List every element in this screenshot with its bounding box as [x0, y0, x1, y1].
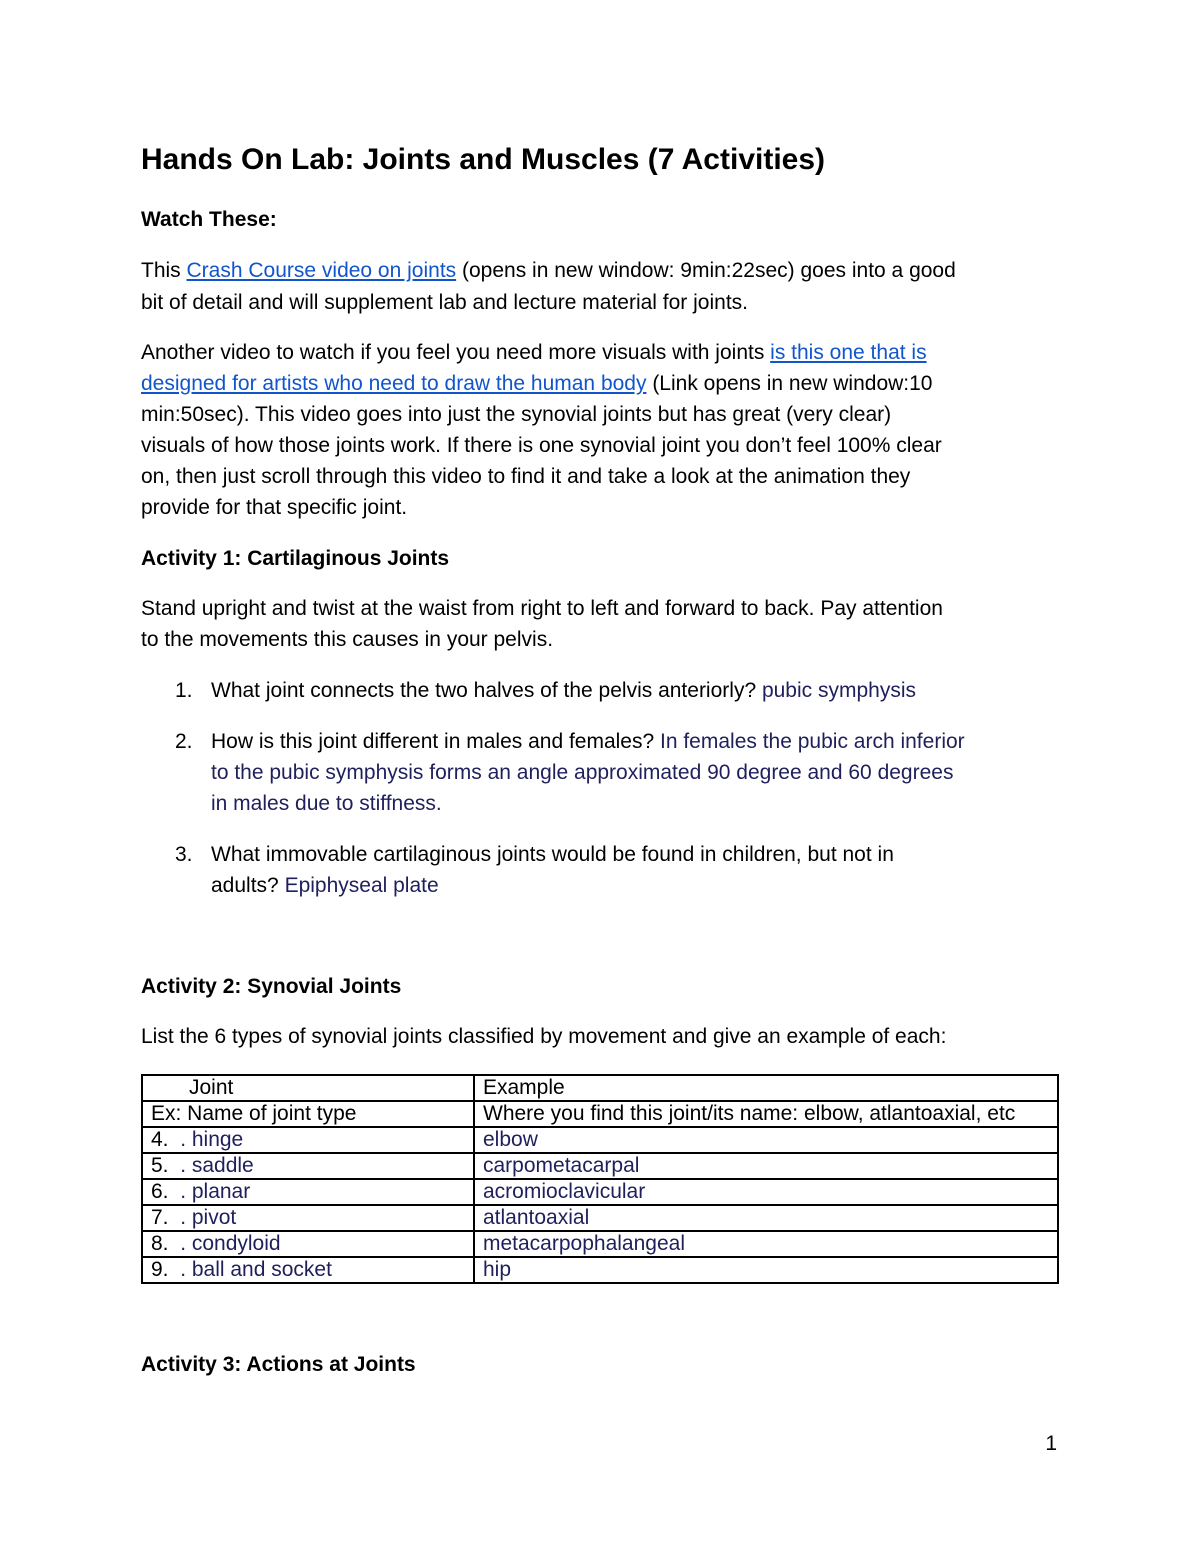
para1-line2: bit of detail and will supplement lab and lecture material for joints. [141, 291, 748, 314]
activity1-intro-line2: to the movements this causes in your pelvis. [141, 628, 554, 651]
q2-number: 2. [175, 730, 193, 753]
crash-course-link[interactable]: Crash Course video on joints [186, 259, 457, 282]
example-cell: carpometacarpal [474, 1153, 1058, 1179]
joint-cell: 9. . ball and socket [142, 1257, 474, 1283]
table-row [142, 1127, 1058, 1153]
para1-line1: This Crash Course video on joints (opens in new window: 9min:22sec) goes into a good [141, 259, 956, 282]
artists-video-link[interactable]: is this one that is [770, 341, 927, 364]
joint-cell: 8. . condyloid [142, 1231, 474, 1257]
q3-number: 3. [175, 843, 193, 866]
activity1-intro-line1: Stand upright and twist at the waist from right to left and forward to back. Pay attention [141, 597, 943, 620]
para2-line2: designed for artists who need to draw the human body (Link opens in new window:10 [141, 372, 933, 395]
example-cell: atlantoaxial [474, 1205, 1058, 1231]
table-row [142, 1179, 1058, 1205]
example-cell: metacarpophalangeal [474, 1231, 1058, 1257]
table-row [142, 1153, 1058, 1179]
header-example: Example [474, 1075, 1058, 1101]
example-cell: elbow [474, 1127, 1058, 1153]
table-example-row [142, 1101, 1058, 1127]
para2-line6: provide for that specific joint. [141, 496, 408, 519]
para2-line1: Another video to watch if you feel you need more visuals with joints is this one that is [141, 341, 927, 364]
activity2-heading: Activity 2: Synovial Joints [141, 975, 402, 998]
table-row [142, 1257, 1058, 1283]
example-cell: acromioclavicular [474, 1179, 1058, 1205]
example-joint-cell: Ex: Name of joint type [142, 1101, 474, 1127]
q1-answer: pubic symphysis [761, 679, 917, 702]
page-number: 1 [1045, 1432, 1057, 1455]
q3-answer: Epiphyseal plate [284, 874, 439, 897]
table-row [142, 1205, 1058, 1231]
watch-heading: Watch These: [141, 208, 277, 231]
artists-video-link-cont[interactable]: designed for artists who need to draw the human body [141, 372, 647, 395]
example-cell: hip [474, 1257, 1058, 1283]
table-row [142, 1231, 1058, 1257]
activity2-intro: List the 6 types of synovial joints classified by movement and give an example of each: [141, 1025, 947, 1048]
joint-cell: 7. . pivot [142, 1205, 474, 1231]
example-example-cell: Where you find this joint/its name: elbow, atlantoaxial, etc [474, 1101, 1058, 1127]
q2-answer-line2: to the pubic symphysis forms an angle approximated 90 degree and 60 degrees [211, 761, 954, 784]
para2-line5: on, then just scroll through this video to find it and take a look at the animation they [141, 465, 911, 488]
table-header-row [142, 1075, 1058, 1101]
q2-answer-line3: in males due to stiffness. [211, 792, 442, 815]
page-title: Hands On Lab: Joints and Muscles (7 Activities) [141, 143, 826, 176]
q2-answer: In females the pubic arch inferior [660, 730, 965, 753]
para2-line4: visuals of how those joints work. If there is one synovial joint you don’t feel 100% clear [141, 434, 942, 457]
header-joint: Joint [142, 1075, 474, 1101]
activity1-heading: Activity 1: Cartilaginous Joints [141, 547, 450, 570]
joint-cell: 5. . saddle [142, 1153, 474, 1179]
para2-line3: min:50sec). This video goes into just the synovial joints but has great (very clear) [141, 403, 892, 426]
q1-number: 1. [175, 679, 193, 702]
joint-cell: 6. . planar [142, 1179, 474, 1205]
joint-cell: 4. . hinge [142, 1127, 474, 1153]
q1-line1: What joint connects the two halves of the pelvis anteriorly? pubic symphysis [211, 679, 917, 702]
activity3-heading: Activity 3: Actions at Joints [141, 1353, 416, 1376]
q3-line1: What immovable cartilaginous joints would be found in children, but not in [211, 843, 894, 866]
q3-line2: adults? Epiphyseal plate [211, 874, 439, 897]
synovial-joints-table [141, 1074, 1059, 1284]
q2-line1: How is this joint different in males and females? In females the pubic arch inferior [211, 730, 965, 753]
